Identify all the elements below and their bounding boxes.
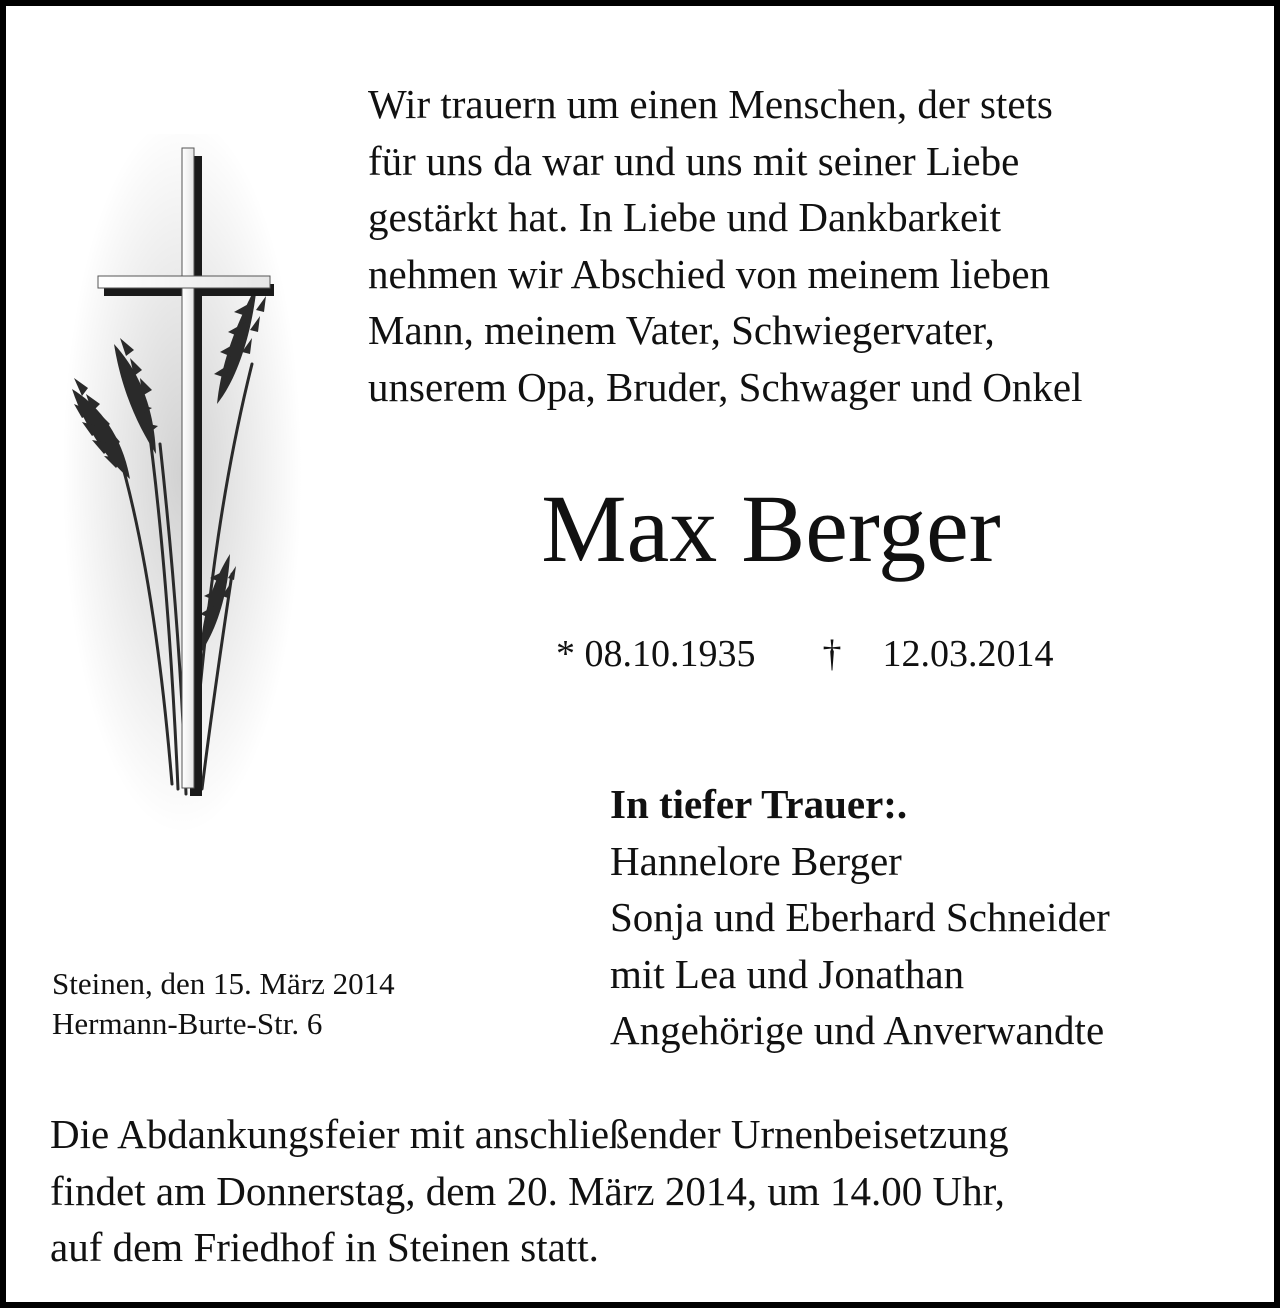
mourner-line: Sonja und Eberhard Schneider	[610, 894, 1110, 940]
ceremony-line: findet am Donnerstag, dem 20. März 2014, um 14.00 Uhr,	[50, 1167, 1005, 1214]
address-line: Hermann-Burte-Str. 6	[52, 1006, 323, 1041]
intro-line: gestärkt hat. In Liebe und Dankbarkeit	[368, 194, 1001, 240]
ceremony-line: auf dem Friedhof in Steinen statt.	[50, 1224, 599, 1270]
death-symbol: †	[822, 633, 842, 675]
intro-line: Wir trauern um einen Menschen, der stets	[368, 81, 1053, 127]
life-dates	[556, 630, 1054, 678]
intro-line: Mann, meinem Vater, Schwiegervater,	[368, 307, 995, 353]
birth-symbol: *	[556, 633, 575, 675]
death-date: 12.03.2014	[882, 633, 1054, 675]
intro-line: nehmen wir Abschied von meinem lieben	[368, 250, 1051, 297]
place-date-line: Steinen, den 15. März 2014	[52, 966, 395, 1001]
mourners-heading: In tiefer Trauer:.	[610, 781, 908, 827]
intro-text	[368, 76, 1268, 415]
place-and-date	[52, 964, 572, 1044]
mourner-line: Hannelore Berger	[610, 837, 902, 884]
ceremony-info	[50, 1106, 1260, 1276]
intro-line: unserem Opa, Bruder, Schwager und Onkel	[368, 363, 1083, 410]
intro-line: für uns da war und uns mit seiner Liebe	[368, 137, 1020, 184]
ceremony-line: Die Abdankungsfeier mit anschließender Urnenbeisetzung	[50, 1111, 1009, 1157]
deceased-name: Max Berger	[541, 475, 1001, 582]
birth-date: 08.10.1935	[584, 633, 756, 675]
mourners-list	[610, 776, 1270, 1059]
mourner-line: Angehörige und Anverwandte	[610, 1007, 1105, 1053]
mourner-line: mit Lea und Jonathan	[610, 950, 965, 997]
